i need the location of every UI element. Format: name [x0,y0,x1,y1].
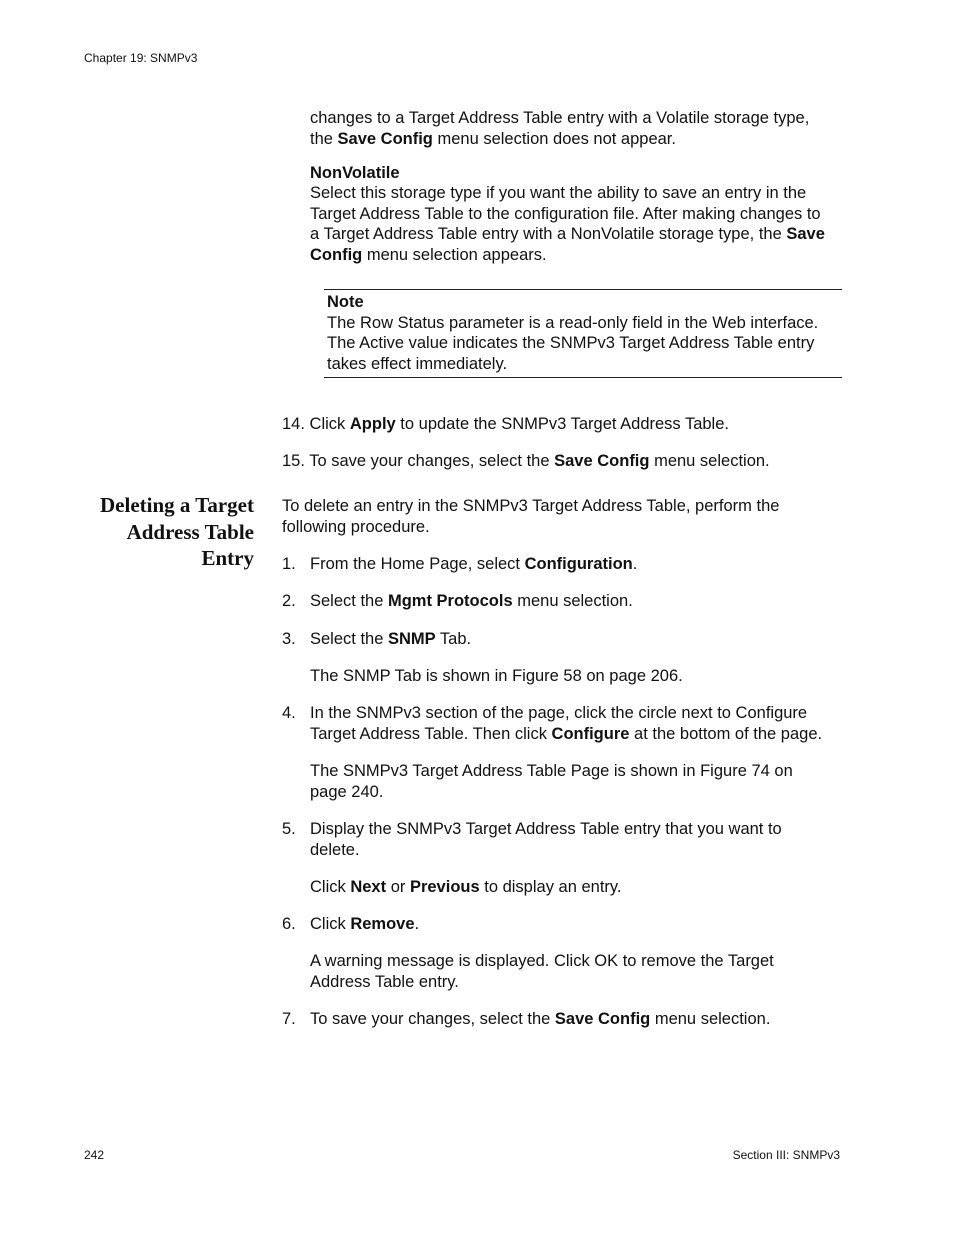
step-4-note: The SNMPv3 Target Address Table Page is shown in Figure 74 on page 240. [310,762,793,801]
section-heading: Deleting a Target Address Table Entry [100,493,254,570]
step-7: To save your changes, select the Save Config menu selection. [310,1010,771,1028]
step-6-number: 6. [282,915,296,933]
nonvolatile-paragraph: Select this storage type if you want the ability to save an entry in the Target Address Table to the configuration file. After making changes to a Target Address Table entry with a NonVolatile storage type, the Save Config menu selection appears. [310,184,825,264]
step-4-number: 4. [282,704,296,722]
note-title: Note [327,293,364,311]
step-2-number: 2. [282,592,296,610]
step-3-note: The SNMP Tab is shown in Figure 58 on page 206. [310,667,683,685]
section-intro: To delete an entry in the SNMPv3 Target Address Table, perform the following procedure. [282,497,780,536]
step-14: 14. Click Apply to update the SNMPv3 Target Address Table. [282,415,729,433]
running-footer: Section III: SNMPv3 [732,1148,840,1162]
step-5-note: Click Next or Previous to display an entry. [310,878,622,896]
running-header: Chapter 19: SNMPv3 [84,51,198,65]
step-2: Select the Mgmt Protocols menu selection. [310,592,633,610]
volatile-paragraph: changes to a Target Address Table entry with a Volatile storage type, the Save Config menu selection does not appear. [310,109,810,148]
page-number: 242 [84,1148,105,1162]
step-4: In the SNMPv3 section of the page, click the circle next to Configure Target Address Table. Then click Configure at the bottom of the page. [310,704,823,743]
step-6: Click Remove. [310,915,420,933]
note-box: Note The Row Status parameter is a read-only field in the Web interface. The Active value indicates the SNMPv3 Target Address Table entry takes effect immediately. [327,292,847,374]
step-6-note: A warning message is displayed. Click OK to remove the Target Address Table entry. [310,952,774,991]
nonvolatile-title: NonVolatile [310,164,400,182]
step-3: Select the SNMP Tab. [310,630,472,648]
step-1: From the Home Page, select Configuration. [310,555,638,573]
step-7-number: 7. [282,1010,296,1028]
step-5-number: 5. [282,820,296,838]
step-1-number: 1. [282,555,296,573]
step-3-number: 3. [282,630,296,648]
note-bottom-rule [324,377,842,378]
note-top-rule [324,289,842,290]
step-5: Display the SNMPv3 Target Address Table entry that you want to delete. [310,820,782,859]
step-15: 15. To save your changes, select the Save Config menu selection. [282,452,770,470]
